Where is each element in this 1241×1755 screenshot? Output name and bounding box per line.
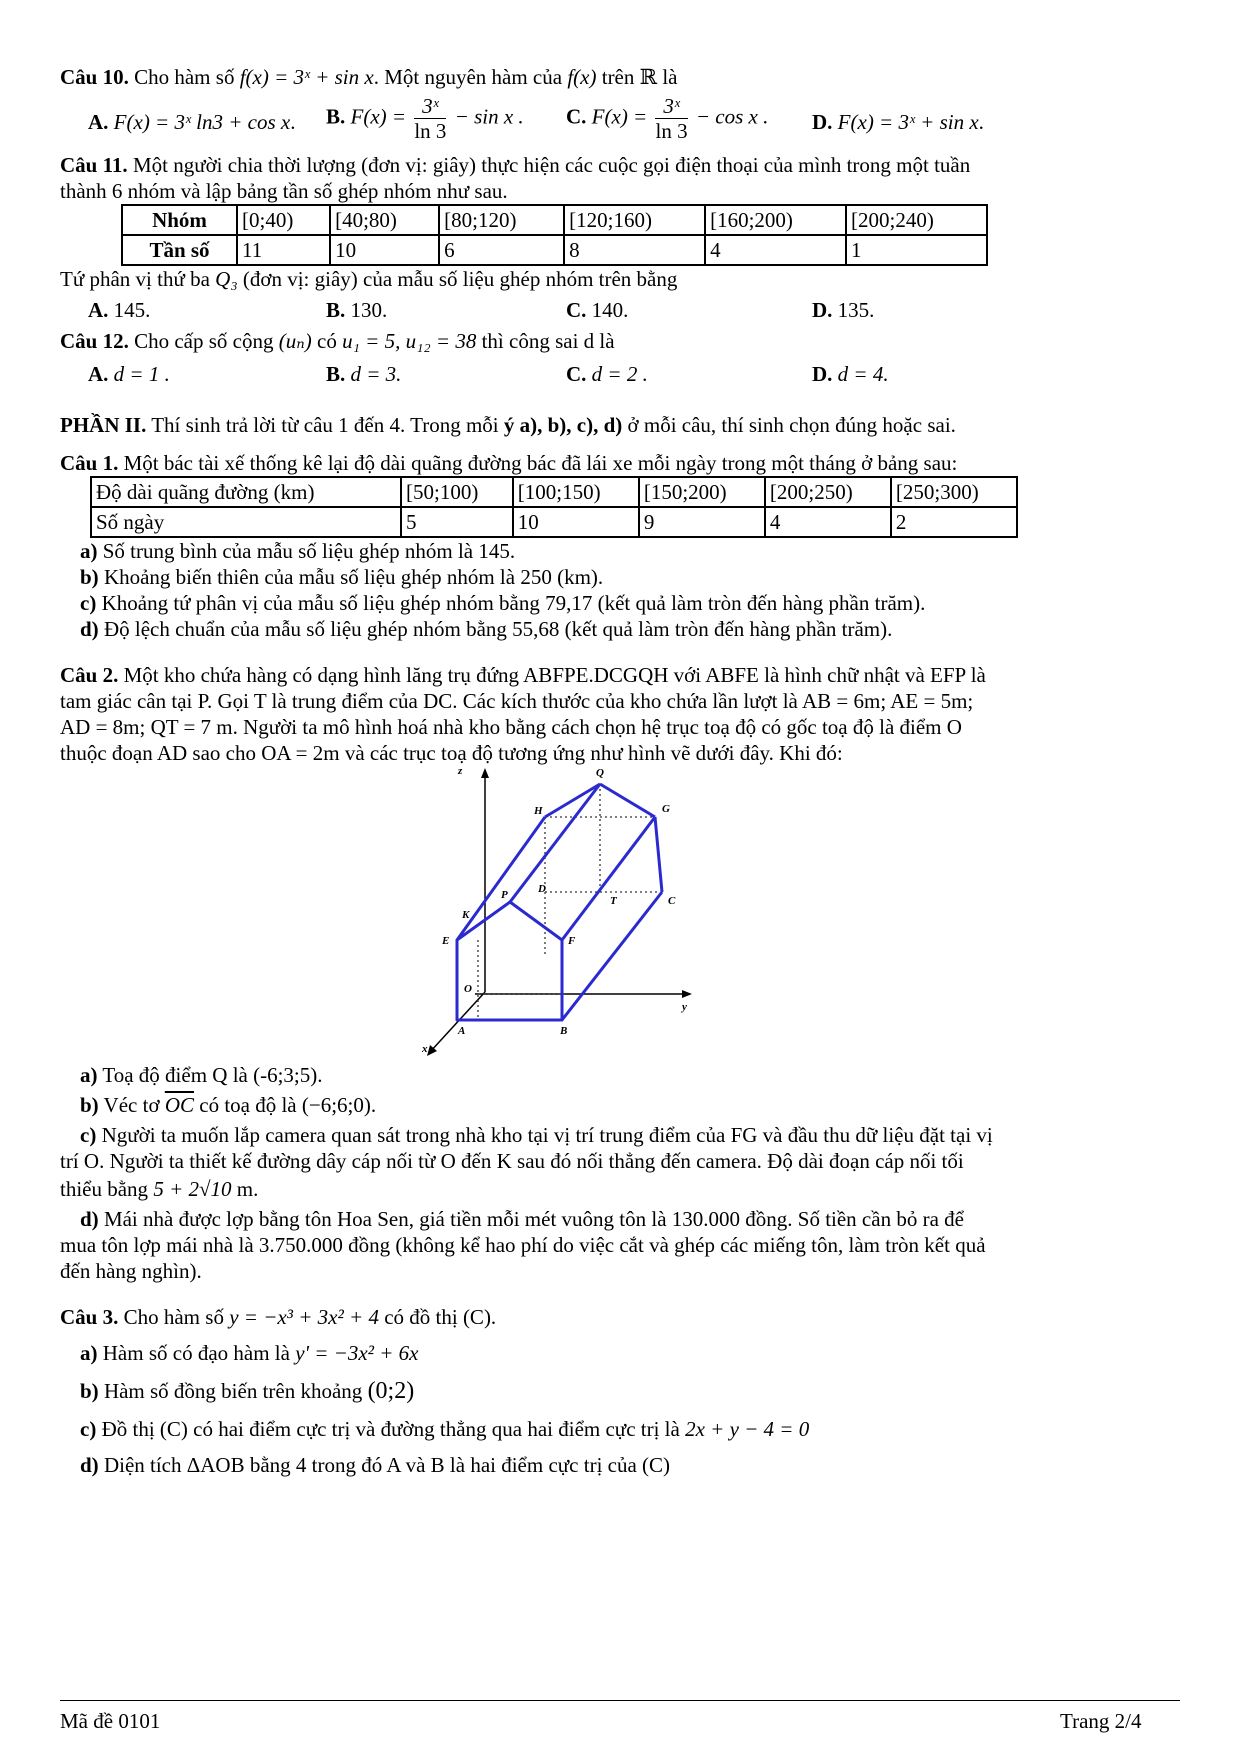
label-z: z	[458, 765, 463, 777]
label-d: D	[538, 883, 546, 895]
p2-item-d-line3: đến hàng nghìn).	[60, 1259, 202, 1283]
item-text: Khoảng biến thiên của mẫu số liệu ghép nhóm là 250 (km).	[98, 565, 604, 589]
visible-edges	[457, 784, 662, 1020]
p2-line4: thuộc đoạn AD sao cho OA = 2m và các trục toạ độ tương ứng như hình vẽ dưới đây. Khi đó:	[60, 741, 843, 765]
label-t: T	[610, 895, 617, 907]
fraction	[414, 94, 446, 143]
item-letter: b)	[80, 565, 99, 589]
table-cell: [250;300)	[891, 477, 1017, 507]
option-text: d = 1 .	[108, 362, 170, 386]
q10-func: f(x) = 3ˣ + sin x	[239, 65, 374, 89]
q10-label: Câu 10.	[60, 65, 129, 89]
table-cell: 4	[705, 235, 846, 265]
p3-text-b: có đồ thị (C).	[378, 1305, 497, 1329]
item-text: Đồ thị (C) có hai điểm cực trị và đường thẳng qua hai điểm cực trị là	[96, 1417, 686, 1441]
q11-question-pre: Tứ phân vị thứ ba	[60, 267, 216, 291]
table-cell: [50;100)	[401, 477, 513, 507]
edge-pq	[510, 784, 600, 902]
q11-stem-line1	[60, 152, 970, 178]
q12-option-c	[566, 362, 648, 387]
option-text: d = 4.	[832, 362, 889, 386]
table-row	[91, 477, 1017, 507]
table-cell: 11	[237, 235, 330, 265]
cable-length-value: 5 + 2√10	[153, 1177, 232, 1201]
item-text: Khoảng tứ phân vị của mẫu số liệu ghép nhóm bằng 79,17 (kết quả làm tròn đến hàng phần trăm).	[96, 591, 926, 615]
part2-label: PHẦN II.	[60, 413, 147, 437]
label-p: P	[501, 889, 508, 901]
edge-eh	[457, 817, 545, 940]
q11-frequency-table	[121, 204, 988, 266]
table-cell: [80;120)	[439, 205, 564, 235]
option-text: 135.	[832, 298, 875, 322]
label-q: Q	[596, 767, 604, 779]
edge-qg	[600, 784, 655, 817]
item-letter: d)	[80, 1207, 99, 1231]
q12-option-a	[88, 362, 170, 387]
table-cell: [200;250)	[765, 477, 891, 507]
q12-stem	[60, 328, 615, 354]
table-cell: [0;40)	[237, 205, 330, 235]
option-letter: D.	[812, 298, 833, 322]
p3-item-a	[80, 1340, 418, 1366]
footer-page-number: Trang 2/4	[1060, 1709, 1142, 1733]
p1-stem	[60, 450, 957, 476]
q11-option-a	[88, 298, 150, 323]
p2-line1	[60, 662, 986, 688]
item-text: thiểu bằng	[60, 1177, 154, 1201]
table-cell: [150;200)	[639, 477, 765, 507]
p3-stem	[60, 1304, 496, 1330]
item-text: m.	[231, 1177, 259, 1201]
vector-oc: $\overline{OC}$	[164, 1093, 194, 1117]
table-cell: Độ dài quãng đường (km)	[91, 477, 401, 507]
table-row	[122, 205, 987, 235]
option-math: F(x) = 3ˣ ln3 + cos x	[113, 110, 291, 134]
p2-item-c-line3	[60, 1176, 258, 1202]
option-math: F(x) =	[591, 104, 648, 129]
fraction-denominator: ln 3	[655, 119, 688, 143]
table-cell: 8	[564, 235, 705, 265]
warehouse-prism-figure	[400, 762, 720, 1062]
q10-text-b: . Một nguyên hàm của	[373, 65, 568, 89]
p2-line1-text: Một kho chứa hàng có dạng hình lăng trụ đứng ABFPE.DCGQH với ABFE là hình chữ nhật và EFP là	[118, 663, 986, 687]
p2-item-d-line1	[80, 1206, 964, 1232]
table-cell: 5	[401, 507, 513, 537]
item-text: có toạ độ là (−6;6;0).	[194, 1093, 377, 1117]
option-letter: D.	[812, 362, 833, 386]
option-letter: A.	[88, 110, 109, 134]
q11-option-c	[566, 298, 628, 323]
q11-label: Câu 11.	[60, 153, 128, 177]
fraction-numerator: 3ˣ	[414, 94, 446, 119]
q12-cond: u₁ = 5, u₁₂ = 38	[342, 329, 477, 353]
item-letter: b)	[80, 1379, 99, 1403]
option-text: d = 2 .	[586, 362, 648, 386]
p3-item-c	[80, 1416, 809, 1442]
item-letter: d)	[80, 617, 99, 641]
label-e: E	[442, 935, 450, 947]
option-letter: B.	[326, 362, 346, 386]
p3-item-b	[80, 1378, 414, 1404]
edge-fg	[562, 817, 655, 940]
q12-text-a: Cho cấp số cộng	[128, 329, 279, 353]
fraction-numerator: 3ˣ	[655, 94, 687, 119]
q10-option-a	[88, 110, 295, 135]
label-b: B	[560, 1025, 568, 1037]
item-letter: d)	[80, 1453, 99, 1477]
label-x: x	[422, 1043, 428, 1055]
item-letter: a)	[80, 1341, 98, 1365]
p3-func: y = −x³ + 3x² + 4	[229, 1305, 379, 1329]
p2-item-c-line2: trí O. Người ta thiết kế đường dây cáp nối từ O đến K sau đó nối thẳng đến camera. Độ dài đoạn cáp nối tối	[60, 1149, 964, 1173]
option-math: F(x) =	[350, 104, 407, 129]
q11-option-b	[326, 298, 387, 323]
option-letter: A.	[88, 362, 109, 386]
option-letter: A.	[88, 298, 109, 322]
item-text: Người ta muốn lắp camera quan sát trong nhà kho tại vị trí trung điểm của FG và đầu thu dữ liệu đặt tại vị	[96, 1123, 993, 1147]
table-row	[91, 507, 1017, 537]
p1-distance-table	[90, 476, 1018, 538]
option-text: 130.	[345, 298, 388, 322]
edge-bc	[562, 892, 662, 1020]
q10-option-d	[812, 110, 984, 135]
table-cell: Tần số	[122, 235, 237, 265]
q12-option-d	[812, 362, 889, 387]
label-g: G	[662, 803, 670, 815]
option-text: d = 3.	[345, 362, 402, 386]
option-letter: C.	[566, 362, 587, 386]
p2-item-d-line2: mua tôn lợp mái nhà là 3.750.000 đồng (không kể hao phí do việc cắt và ghép các miếng tôn, làm tròn kết quả	[60, 1233, 986, 1257]
option-text: 145.	[108, 298, 151, 322]
fraction-denominator: ln 3	[414, 119, 447, 143]
item-text: Số trung bình của mẫu số liệu ghép nhóm là 145.	[97, 539, 516, 563]
edge-gc	[655, 817, 662, 892]
table-row	[122, 235, 987, 265]
item-letter: a)	[80, 539, 98, 563]
table-cell: 2	[891, 507, 1017, 537]
q11-line1: Một người chia thời lượng (đơn vị: giây) thực hiện các cuộc gọi điện thoại của mình trong một tuần	[127, 153, 971, 177]
item-letter: a)	[80, 1063, 98, 1087]
table-cell: 9	[639, 507, 765, 537]
item-math: 2x + y − 4 = 0	[685, 1417, 810, 1441]
y-axis-arrow-icon	[682, 990, 692, 998]
p3-label: Câu 3.	[60, 1305, 119, 1329]
item-letter: c)	[80, 1417, 97, 1441]
p1-item-a	[80, 538, 515, 564]
label-h: H	[534, 805, 543, 817]
option-letter: D.	[812, 110, 833, 134]
option-letter: C.	[566, 298, 587, 322]
q11-q3: Q₃	[215, 267, 238, 291]
option-letter: B.	[326, 104, 346, 129]
table-cell: 10	[330, 235, 439, 265]
option-math: F(x) = 3ˣ + sin x	[837, 110, 979, 134]
option-post: .	[290, 110, 296, 134]
table-cell: [40;80)	[330, 205, 439, 235]
option-post: − cos x .	[695, 104, 769, 129]
p1-item-c	[80, 590, 925, 616]
p3-text-a: Cho hàm số	[118, 1305, 230, 1329]
p1-item-d	[80, 616, 892, 642]
label-k: K	[462, 909, 470, 921]
table-cell: [200;240)	[846, 205, 987, 235]
item-text: Toạ độ điểm Q là (-6;3;5).	[97, 1063, 323, 1087]
item-letter: c)	[80, 1123, 97, 1147]
table-cell: [100;150)	[513, 477, 639, 507]
edge-hq	[545, 784, 600, 817]
q12-label: Câu 12.	[60, 329, 129, 353]
item-text: Véc tơ	[98, 1093, 165, 1117]
q10-fx: f(x)	[567, 65, 597, 89]
table-cell: [120;160)	[564, 205, 705, 235]
z-axis-arrow-icon	[481, 768, 489, 778]
q11-question-post: (đơn vị: giây) của mẫu số liệu ghép nhóm trên bằng	[237, 267, 678, 291]
p1-text: Một bác tài xế thống kê lại độ dài quãng đường bác đã lái xe mỗi ngày trong một tháng ở bảng sau:	[118, 451, 958, 475]
part2-text-a: Thí sinh trả lời từ câu 1 đến 4. Trong mỗi	[146, 413, 504, 437]
q11-stem-line2: thành 6 nhóm và lập bảng tần số ghép nhóm như sau.	[60, 179, 508, 203]
p1-item-b	[80, 564, 603, 590]
option-letter: B.	[326, 298, 346, 322]
p2-item-a	[80, 1062, 323, 1088]
label-c: C	[668, 895, 676, 907]
option-letter: C.	[566, 104, 587, 129]
option-post: − sin x .	[454, 104, 524, 129]
q10-stem	[60, 64, 678, 90]
q10-text-a: Cho hàm số	[128, 65, 240, 89]
q11-option-d	[812, 298, 874, 323]
item-letter: b)	[80, 1093, 99, 1117]
p2-label: Câu 2.	[60, 663, 119, 687]
q10-option-c	[566, 94, 768, 143]
part2-text-b: ở mỗi câu, thí sinh chọn đúng hoặc sai.	[622, 413, 956, 437]
q10-option-b	[326, 94, 524, 143]
option-post: .	[978, 110, 984, 134]
item-math: y' = −3x² + 6x	[295, 1341, 419, 1365]
item-text: Hàm số có đạo hàm là	[97, 1341, 296, 1365]
item-text: Độ lệch chuẩn của mẫu số liệu ghép nhóm bằng 55,68 (kết quả làm tròn đến hàng phần trăm).	[98, 617, 893, 641]
q12-text-c: thì công sai d là	[476, 329, 615, 353]
label-o: O	[464, 983, 472, 995]
table-cell: [160;200)	[705, 205, 846, 235]
option-text: 140.	[586, 298, 629, 322]
fraction	[655, 94, 687, 143]
p2-line3: AD = 8m; QT = 7 m. Người ta mô hình hoá nhà kho bằng cách chọn hệ trục toạ độ có gốc toạ độ là điểm O	[60, 715, 962, 739]
table-cell: 6	[439, 235, 564, 265]
table-cell: Nhóm	[122, 205, 237, 235]
item-math: (0;2)	[367, 1378, 415, 1404]
table-cell: Số ngày	[91, 507, 401, 537]
part2-heading	[60, 412, 956, 438]
part2-bold-y: ý a), b), c), d)	[503, 413, 623, 437]
q11-question	[60, 266, 677, 292]
table-cell: 10	[513, 507, 639, 537]
item-text: Diện tích ΔAOB bằng 4 trong đó A và B là hai điểm cực trị của (C)	[98, 1453, 671, 1477]
q10-text-c: trên ℝ là	[596, 65, 678, 89]
item-letter: c)	[80, 591, 97, 615]
hidden-edges	[478, 784, 660, 1020]
q12-seq: (uₙ)	[278, 329, 312, 353]
label-y: y	[682, 1001, 687, 1013]
p1-label: Câu 1.	[60, 451, 119, 475]
q12-option-b	[326, 362, 401, 387]
label-f: F	[568, 935, 576, 947]
p2-line2: tam giác cân tại P. Gọi T là trung điểm của DC. Các kích thước của kho chứa lần lượt là AB = 6m; AE = 5m;	[60, 689, 974, 713]
item-text: Mái nhà được lợp bằng tôn Hoa Sen, giá tiền mỗi mét vuông tôn là 130.000 đồng. Số tiền cần bỏ ra để	[98, 1207, 964, 1231]
p3-item-d	[80, 1452, 670, 1478]
label-a: A	[458, 1025, 466, 1037]
p2-item-b	[80, 1092, 376, 1118]
table-cell: 4	[765, 507, 891, 537]
item-text: Hàm số đồng biến trên khoảng	[98, 1379, 368, 1403]
footer-exam-code: Mã đề 0101	[60, 1709, 161, 1733]
q12-text-b: có	[311, 329, 343, 353]
p2-item-c-line1	[80, 1122, 993, 1148]
table-cell: 1	[846, 235, 987, 265]
footer-divider	[60, 1700, 1180, 1701]
